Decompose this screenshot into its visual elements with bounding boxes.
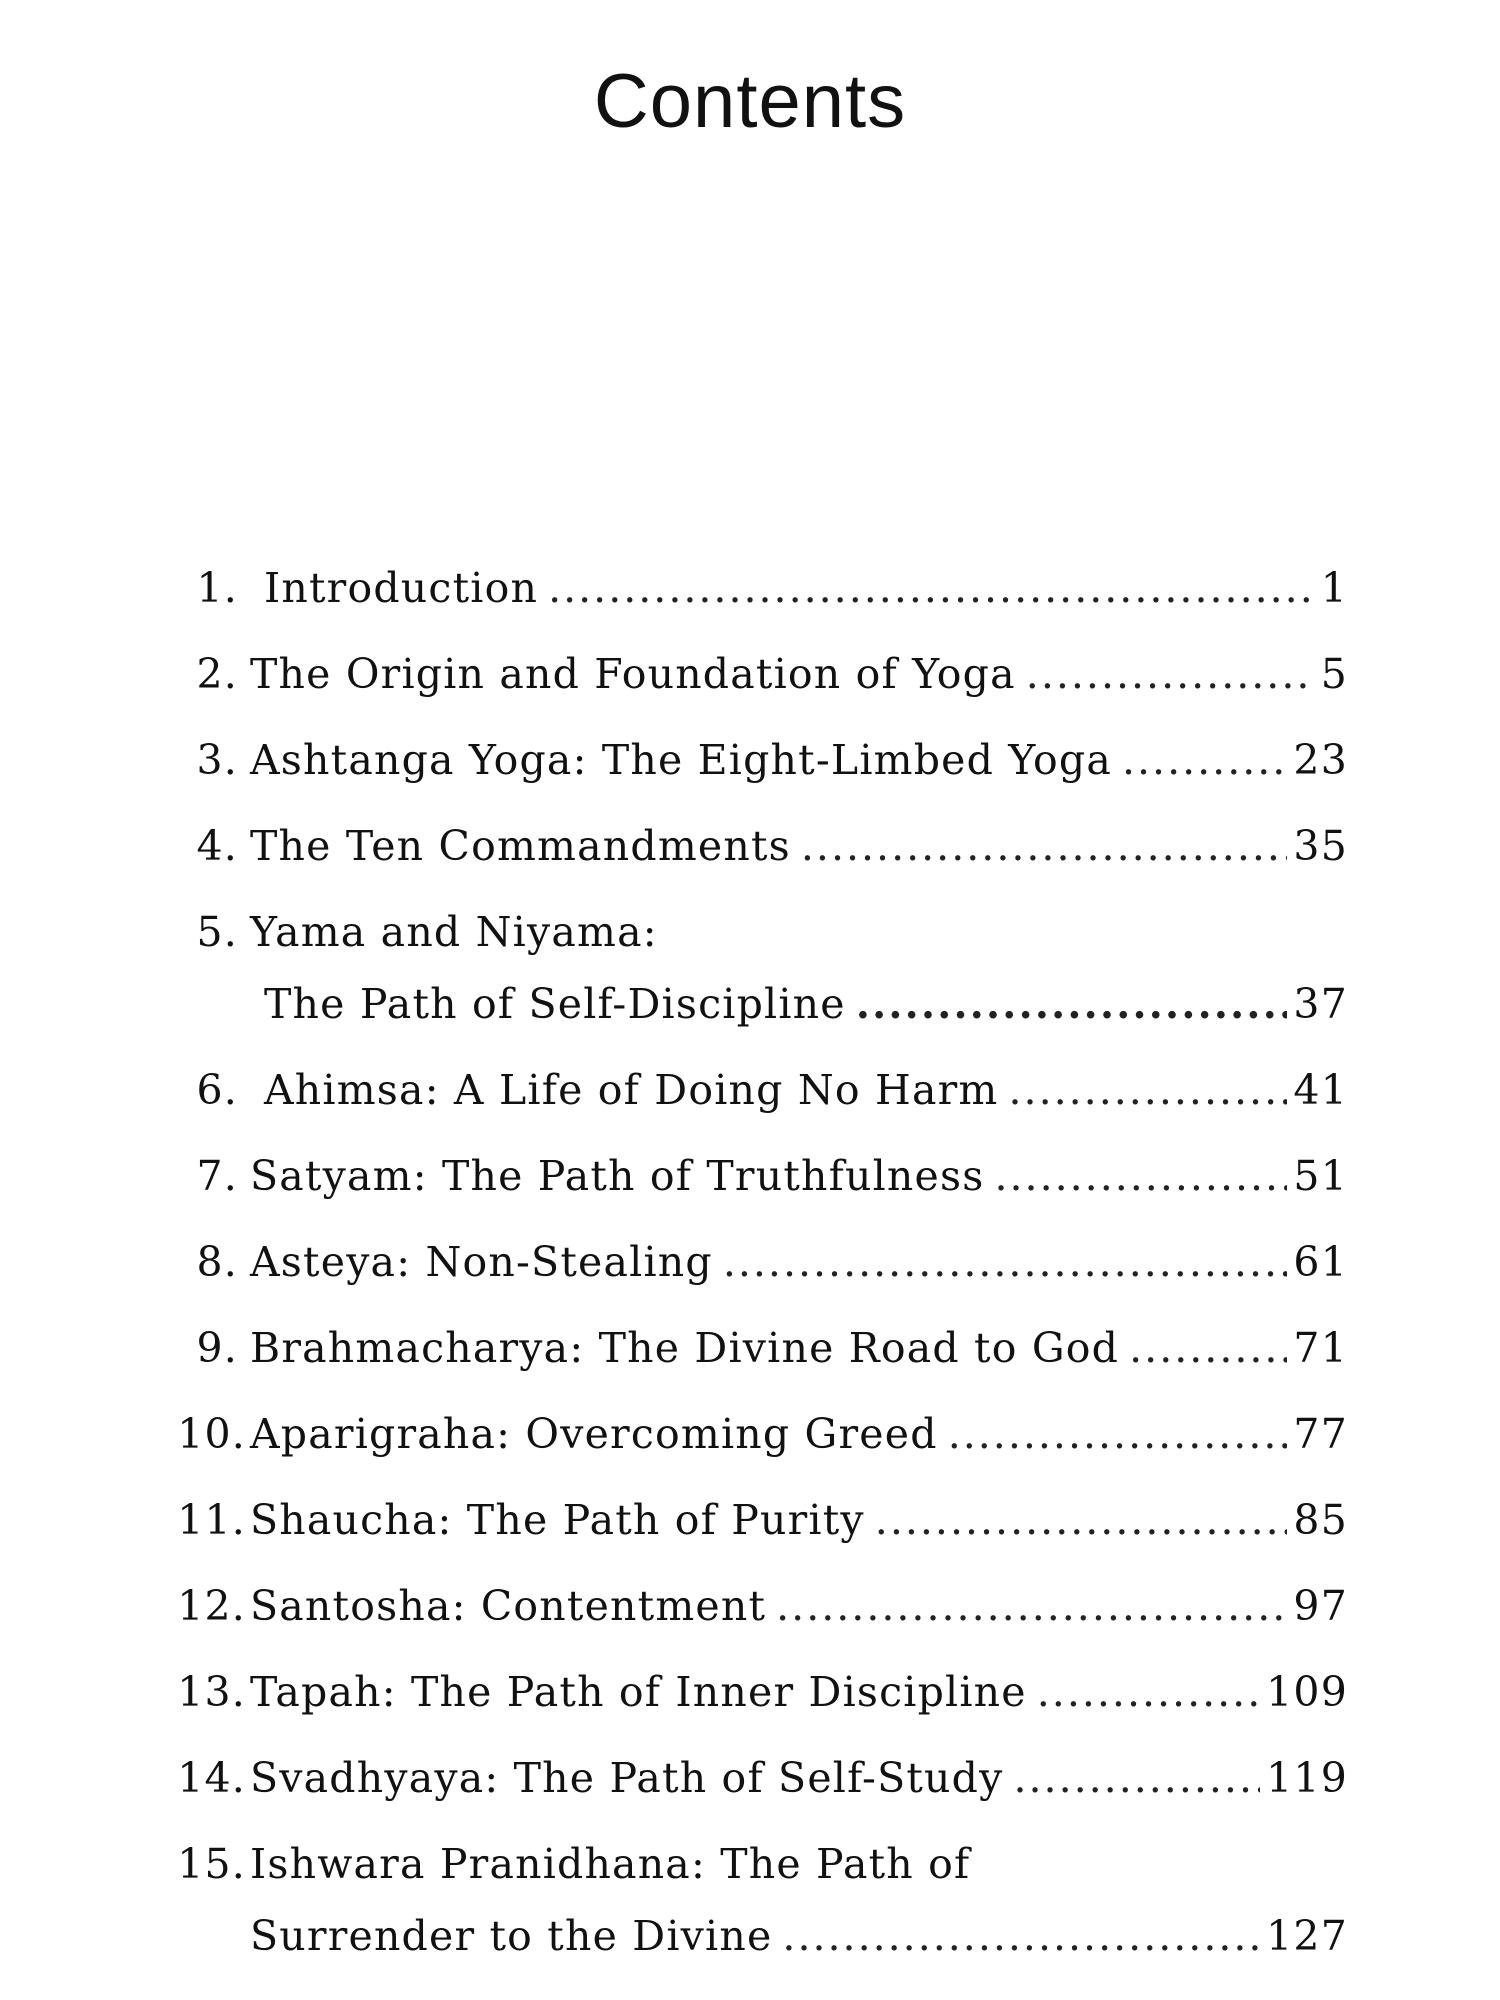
entry-number: 5. bbox=[196, 908, 238, 956]
toc-entry bbox=[148, 1308, 1348, 1394]
entry-number: 15. bbox=[177, 1840, 246, 1888]
entry-number: 2. bbox=[196, 650, 238, 698]
entry-page-number: 71 bbox=[1293, 1324, 1348, 1372]
toc-entry bbox=[148, 1050, 1348, 1136]
dot-leader bbox=[548, 548, 1315, 628]
entry-number: 14. bbox=[177, 1754, 246, 1802]
dot-leader bbox=[782, 1896, 1260, 1976]
entry-number: 7. bbox=[196, 1152, 238, 1200]
toc-entry bbox=[148, 1652, 1348, 1738]
entry-page-number: 1 bbox=[1320, 564, 1348, 612]
entry-page-number: 41 bbox=[1293, 1066, 1348, 1114]
entry-page-number: 119 bbox=[1266, 1754, 1348, 1802]
toc-entry bbox=[148, 720, 1348, 806]
entry-title: Introduction bbox=[264, 564, 539, 612]
entry-page-number: 127 bbox=[1266, 1912, 1348, 1960]
entry-number: 11. bbox=[177, 1496, 246, 1544]
dot-leader bbox=[1122, 720, 1287, 800]
entry-number: 4. bbox=[196, 822, 238, 870]
toc-entry bbox=[148, 1824, 1348, 1982]
toc-entry bbox=[148, 1566, 1348, 1652]
entry-page-number: 51 bbox=[1293, 1152, 1348, 1200]
entry-title-continued: Surrender to the Divine bbox=[250, 1912, 773, 1960]
entry-page-number: 23 bbox=[1293, 736, 1348, 784]
dot-leader bbox=[994, 1136, 1287, 1216]
toc-entry bbox=[148, 1480, 1348, 1566]
entry-title: Satyam: The Path of Truthfulness bbox=[250, 1152, 985, 1200]
dot-leader bbox=[801, 806, 1288, 886]
entry-number: 13. bbox=[177, 1668, 246, 1716]
entry-title: Ashtanga Yoga: The Eight-Limbed Yoga bbox=[250, 736, 1112, 784]
toc-entry bbox=[148, 806, 1348, 892]
entry-title: Aparigraha: Overcoming Greed bbox=[250, 1410, 938, 1458]
entry-number: 1. bbox=[196, 564, 238, 612]
entry-title: Shaucha: The Path of Purity bbox=[250, 1496, 865, 1544]
dot-leader bbox=[948, 1394, 1288, 1474]
entry-title: Yama and Niyama: bbox=[250, 908, 658, 956]
dot-leader bbox=[723, 1222, 1288, 1302]
dot-leader bbox=[776, 1566, 1287, 1646]
dot-leader bbox=[1129, 1308, 1287, 1388]
entry-title-continued: The Path of Self-Discipline bbox=[264, 980, 846, 1028]
dot-leader bbox=[1037, 1652, 1260, 1732]
dot-leader bbox=[1013, 1738, 1260, 1818]
toc-entry bbox=[148, 1394, 1348, 1480]
entry-page-number: 85 bbox=[1293, 1496, 1348, 1544]
entry-page-number: 5 bbox=[1320, 650, 1348, 698]
entry-number: 12. bbox=[177, 1582, 246, 1630]
entry-number: 8. bbox=[196, 1238, 238, 1286]
entry-title: Ishwara Pranidhana: The Path of bbox=[250, 1840, 971, 1888]
entry-title: Ahimsa: A Life of Doing No Harm bbox=[264, 1066, 999, 1114]
toc-entry bbox=[148, 1738, 1348, 1824]
page-title: Contents bbox=[593, 59, 907, 144]
entry-number: 10. bbox=[177, 1410, 246, 1458]
entry-title: The Ten Commandments bbox=[250, 822, 791, 870]
toc-entry bbox=[148, 548, 1348, 634]
entry-title: Asteya: Non-Stealing bbox=[250, 1238, 713, 1286]
entry-title: Tapah: The Path of Inner Discipline bbox=[250, 1668, 1027, 1716]
entry-page-number: 35 bbox=[1293, 822, 1348, 870]
entry-number: 3. bbox=[196, 736, 238, 784]
entry-number: 9. bbox=[196, 1324, 238, 1372]
entry-title: Brahmacharya: The Divine Road to God bbox=[250, 1324, 1120, 1372]
dot-leader bbox=[1026, 634, 1315, 714]
entry-number: 6. bbox=[196, 1066, 238, 1114]
toc-entry bbox=[148, 892, 1348, 1050]
entry-title: The Origin and Foundation of Yoga bbox=[250, 650, 1016, 698]
dot-leader bbox=[856, 964, 1288, 1044]
dot-leader bbox=[1009, 1050, 1288, 1130]
entry-page-number: 61 bbox=[1293, 1238, 1348, 1286]
entry-page-number: 77 bbox=[1293, 1410, 1348, 1458]
entry-page-number: 109 bbox=[1266, 1668, 1348, 1716]
table-of-contents bbox=[148, 548, 1348, 1982]
entry-page-number: 37 bbox=[1293, 980, 1348, 1028]
dot-leader bbox=[875, 1480, 1288, 1560]
toc-entry bbox=[148, 1222, 1348, 1308]
toc-entry bbox=[148, 634, 1348, 720]
entry-page-number: 97 bbox=[1293, 1582, 1348, 1630]
toc-entry bbox=[148, 1136, 1348, 1222]
entry-title: Santosha: Contentment bbox=[250, 1582, 767, 1630]
entry-title: Svadhyaya: The Path of Self-Study bbox=[250, 1754, 1004, 1802]
